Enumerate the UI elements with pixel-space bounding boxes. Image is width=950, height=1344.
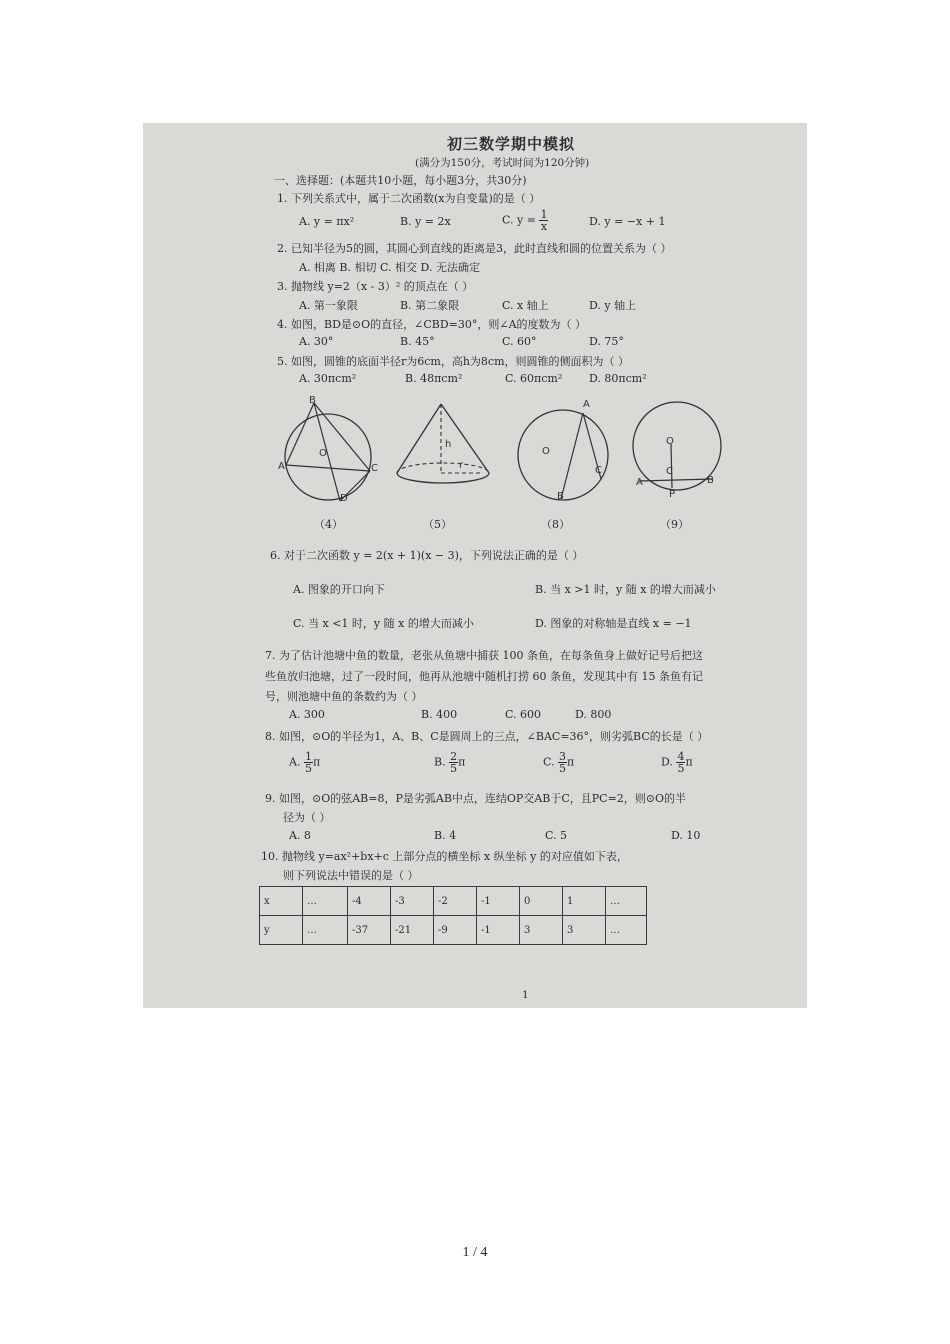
q6-option-d: D. 图象的对称轴是直线 x = −1 xyxy=(535,617,692,630)
q8-option-b-numerator: 2 xyxy=(450,750,458,763)
q8-option-b-pi: π xyxy=(458,755,466,769)
fig4-caption: （4） xyxy=(314,518,343,531)
fig9-caption: （9） xyxy=(660,518,689,531)
q1-stem: 1. 下列关系式中，属于二次函数(x为自变量)的是（ ） xyxy=(277,192,541,205)
table-cell: -3 xyxy=(391,887,434,916)
fig5-slant-left xyxy=(397,404,441,473)
q7-line-2: 些鱼放归池塘，过了一段时间，他再从池塘中随机打捞 60 条鱼，发现其中有 15 条鱼有记 xyxy=(265,670,703,683)
q6-option-a: A. 图象的开口向下 xyxy=(293,583,385,596)
fig8-label-o: O xyxy=(542,446,550,457)
q8-option-d-label: D. xyxy=(661,755,673,769)
q5-option-a: A. 30πcm² xyxy=(299,372,357,385)
table-cell: x xyxy=(260,887,303,916)
fig4-label-d: D xyxy=(340,493,348,504)
table-cell: -21 xyxy=(391,916,434,945)
fig5-caption: （5） xyxy=(423,518,452,531)
q8-option-c-denominator: 5 xyxy=(559,762,567,775)
fig8-chord-ab xyxy=(561,413,583,499)
q5-option-c: C. 60πcm² xyxy=(505,372,563,385)
q3-stem: 3. 抛物线 y=2（x - 3）² 的顶点在（ ） xyxy=(277,280,474,293)
figure-4 xyxy=(278,395,388,515)
fig9-label-b: B xyxy=(707,475,714,486)
q9-option-d: D. 10 xyxy=(671,829,701,842)
q8-option-b xyxy=(434,751,465,774)
table-cell: 3 xyxy=(563,916,606,945)
q6-stem: 6. 对于二次函数 y = 2(x + 1)(x − 3)，下列说法正确的是（ ） xyxy=(270,549,584,562)
q5-option-d: D. 80πcm² xyxy=(589,372,647,385)
fig5-base-front xyxy=(397,473,489,483)
q8-stem: 8. 如图，⊙O的半径为1，A、B、C是圆周上的三点，∠BAC=36°，则劣弧BC的长是（ ） xyxy=(265,730,709,743)
q8-option-c-numerator: 3 xyxy=(559,750,567,763)
fig9-label-p: P xyxy=(669,489,676,500)
q1-option-c-denominator: x xyxy=(540,220,548,233)
q1-option-c-prefix: C. y = xyxy=(502,213,536,227)
fig9-label-c: C xyxy=(666,466,673,477)
q10-line-1: 10. 抛物线 y=ax²+bx+c 上部分点的横坐标 x 纵坐标 y 的对应值如下表， xyxy=(261,850,628,863)
q10-value-table xyxy=(259,886,647,945)
q8-option-a-denominator: 5 xyxy=(304,762,312,775)
q8-option-c-pi: π xyxy=(567,755,575,769)
q1-option-d: D. y = −x + 1 xyxy=(589,215,666,228)
section-heading: 一、选择题：(本题共10小题，每小题3分，共30分) xyxy=(274,174,527,187)
fig8-label-b: B xyxy=(557,491,564,502)
table-cell: -4 xyxy=(348,887,391,916)
q8-option-a-label: A. xyxy=(289,755,301,769)
q3-option-b: B. 第二象限 xyxy=(400,299,460,312)
q8-option-d-numerator: 4 xyxy=(677,750,685,763)
q3-option-d: D. y 轴上 xyxy=(589,299,637,312)
fig4-label-a: A xyxy=(278,461,285,472)
q5-option-b: B. 48πcm² xyxy=(405,372,463,385)
q1-option-c-fraction xyxy=(539,209,548,232)
q7-option-a: A. 300 xyxy=(289,708,325,721)
exam-subtitle: (满分为150分，考试时间为120分钟) xyxy=(415,157,590,169)
table-cell: -9 xyxy=(434,916,477,945)
q1-option-b: B. y = 2x xyxy=(400,215,451,228)
q4-stem: 4. 如图，BD是⊙O的直径，∠CBD=30°，则∠A的度数为（ ） xyxy=(277,318,587,331)
table-cell: y xyxy=(260,916,303,945)
table-cell: … xyxy=(303,916,348,945)
fig9-label-a: A xyxy=(636,477,643,488)
q3-option-c: C. x 轴上 xyxy=(502,299,549,312)
table-cell: … xyxy=(606,887,647,916)
fig4-label-o: O xyxy=(319,448,327,459)
q8-option-a-numerator: 1 xyxy=(304,750,312,763)
q4-option-d: D. 75° xyxy=(589,335,624,348)
q9-option-b: B. 4 xyxy=(434,829,457,842)
q8-option-d xyxy=(661,751,693,774)
q7-option-c: C. 600 xyxy=(505,708,542,721)
fig8-caption: （8） xyxy=(541,518,570,531)
fig5-label-r: r xyxy=(459,460,464,471)
q6-option-b: B. 当 x >1 时，y 随 x 的增大而减小 xyxy=(535,583,716,596)
q8-option-b-fraction xyxy=(449,751,458,774)
q5-stem: 5. 如图，圆锥的底面半径r为6cm，高h为8cm，则圆锥的侧面积为（ ） xyxy=(277,355,630,368)
table-cell: … xyxy=(606,916,647,945)
fig4-chord-ab xyxy=(286,403,314,465)
q7-option-d: D. 800 xyxy=(575,708,612,721)
table-cell: -37 xyxy=(348,916,391,945)
table-cell: -1 xyxy=(477,887,520,916)
q7-option-b: B. 400 xyxy=(421,708,458,721)
q6-option-c: C. 当 x <1 时，y 随 x 的增大而减小 xyxy=(293,617,474,630)
q8-option-b-label: B. xyxy=(434,755,446,769)
q8-option-c-label: C. xyxy=(543,755,555,769)
q8-option-b-denominator: 5 xyxy=(450,762,458,775)
q9-option-c: C. 5 xyxy=(545,829,568,842)
q8-option-c-fraction xyxy=(558,751,567,774)
scanned-exam-page xyxy=(143,123,807,1008)
fig4-chord-ac xyxy=(286,465,370,471)
q7-line-3: 号，则池塘中鱼的条数约为（ ） xyxy=(265,690,423,703)
scan-page-number: 1 xyxy=(522,989,529,1001)
page-indicator: 1 / 4 xyxy=(462,1245,488,1260)
q4-option-a: A. 30° xyxy=(299,335,334,348)
q9-line-2: 径为（ ） xyxy=(283,811,331,824)
q10-line-2: 则下列说法中错误的是（ ） xyxy=(283,869,419,882)
fig8-label-a: A xyxy=(583,399,590,410)
q2-stem: 2. 已知半径为5的圆，其圆心到直线的距离是3，此时直线和圆的位置关系为（ ） xyxy=(277,242,672,255)
table-cell: 0 xyxy=(520,887,563,916)
q8-option-a-pi: π xyxy=(312,755,321,769)
q3-option-a: A. 第一象限 xyxy=(299,299,358,312)
q8-option-d-pi: π xyxy=(685,755,693,769)
fig4-label-c: C xyxy=(371,463,378,474)
q1-option-c xyxy=(502,209,548,232)
fig5-label-h: h xyxy=(445,439,452,450)
fig4-diameter-bd xyxy=(314,403,340,501)
table-cell: -2 xyxy=(434,887,477,916)
q2-options: A. 相离 B. 相切 C. 相交 D. 无法确定 xyxy=(299,261,480,274)
fig5-base-back xyxy=(397,463,489,473)
q8-option-c xyxy=(543,751,574,774)
table-row xyxy=(260,916,647,945)
q8-option-d-denominator: 5 xyxy=(677,762,685,775)
figure-5 xyxy=(393,401,495,493)
table-cell: 1 xyxy=(563,887,606,916)
q8-option-a xyxy=(289,751,320,774)
fig8-label-c: C xyxy=(595,465,602,476)
table-row xyxy=(260,887,647,916)
q1-option-c-numerator: 1 xyxy=(540,208,548,221)
q9-option-a: A. 8 xyxy=(289,829,311,842)
exam-title: 初三数学期中模拟 xyxy=(447,135,576,153)
table-cell: -1 xyxy=(477,916,520,945)
table-cell: … xyxy=(303,887,348,916)
q4-option-b: B. 45° xyxy=(400,335,435,348)
q4-option-c: C. 60° xyxy=(502,335,537,348)
fig9-label-o: O xyxy=(666,436,674,447)
fig4-label-b: B xyxy=(309,395,316,406)
q9-line-1: 9. 如图，⊙O的弦AB=8，P是劣弧AB中点，连结OP交AB于C，且PC=2，则⊙O的半 xyxy=(265,792,687,805)
q8-option-a-fraction xyxy=(304,751,313,774)
q7-line-1: 7. 为了估计池塘中鱼的数量，老张从鱼塘中捕获 100 条鱼，在每条鱼身上做好记号后把这 xyxy=(265,649,703,662)
table-cell: 3 xyxy=(520,916,563,945)
q1-option-a: A. y = πx² xyxy=(299,215,355,228)
